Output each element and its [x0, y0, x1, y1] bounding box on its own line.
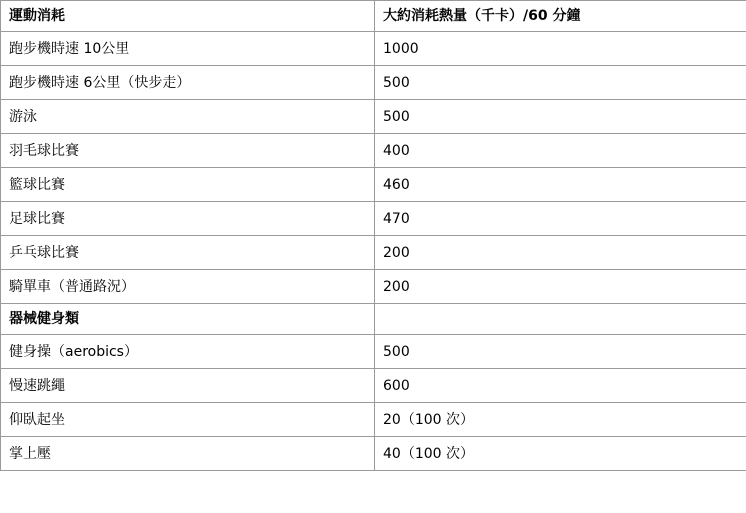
cell-activity: 跑步機時速 6公里（快步走）	[1, 66, 375, 100]
table-header-row	[1, 1, 746, 32]
table-row	[1, 369, 746, 403]
table-section-row	[1, 304, 746, 335]
cell-calories: 200	[375, 236, 746, 270]
table-row	[1, 134, 746, 168]
table-row	[1, 32, 746, 66]
cell-activity: 跑步機時速 10公里	[1, 32, 375, 66]
cell-calories: 200	[375, 270, 746, 304]
cell-section-title: 器械健身類	[1, 304, 375, 335]
cell-calories: 500	[375, 335, 746, 369]
table-row	[1, 202, 746, 236]
cell-calories: 1000	[375, 32, 746, 66]
table-row	[1, 236, 746, 270]
table-row	[1, 66, 746, 100]
table-body	[1, 1, 746, 471]
cell-calories: 400	[375, 134, 746, 168]
cell-activity: 游泳	[1, 100, 375, 134]
table-row	[1, 437, 746, 471]
cell-activity: 足球比賽	[1, 202, 375, 236]
cell-activity: 乒乓球比賽	[1, 236, 375, 270]
cell-activity: 慢速跳繩	[1, 369, 375, 403]
table-row	[1, 270, 746, 304]
cell-activity: 羽毛球比賽	[1, 134, 375, 168]
cell-calories: 500	[375, 100, 746, 134]
cell-calories: 40（100 次）	[375, 437, 746, 471]
cell-activity: 健身操（aerobics）	[1, 335, 375, 369]
header-cell-calories: 大約消耗熱量（千卡）/60 分鐘	[375, 1, 746, 32]
cell-calories: 600	[375, 369, 746, 403]
cell-calories: 20（100 次）	[375, 403, 746, 437]
table-row	[1, 100, 746, 134]
table-row	[1, 168, 746, 202]
table-row	[1, 335, 746, 369]
cell-activity: 掌上壓	[1, 437, 375, 471]
cell-calories: 460	[375, 168, 746, 202]
table-row	[1, 403, 746, 437]
cell-calories: 500	[375, 66, 746, 100]
cell-activity: 籃球比賽	[1, 168, 375, 202]
cell-activity: 仰臥起坐	[1, 403, 375, 437]
cell-calories: 470	[375, 202, 746, 236]
cell-calories	[375, 304, 746, 335]
header-cell-activity: 運動消耗	[1, 1, 375, 32]
cell-activity: 騎單車（普通路況）	[1, 270, 375, 304]
